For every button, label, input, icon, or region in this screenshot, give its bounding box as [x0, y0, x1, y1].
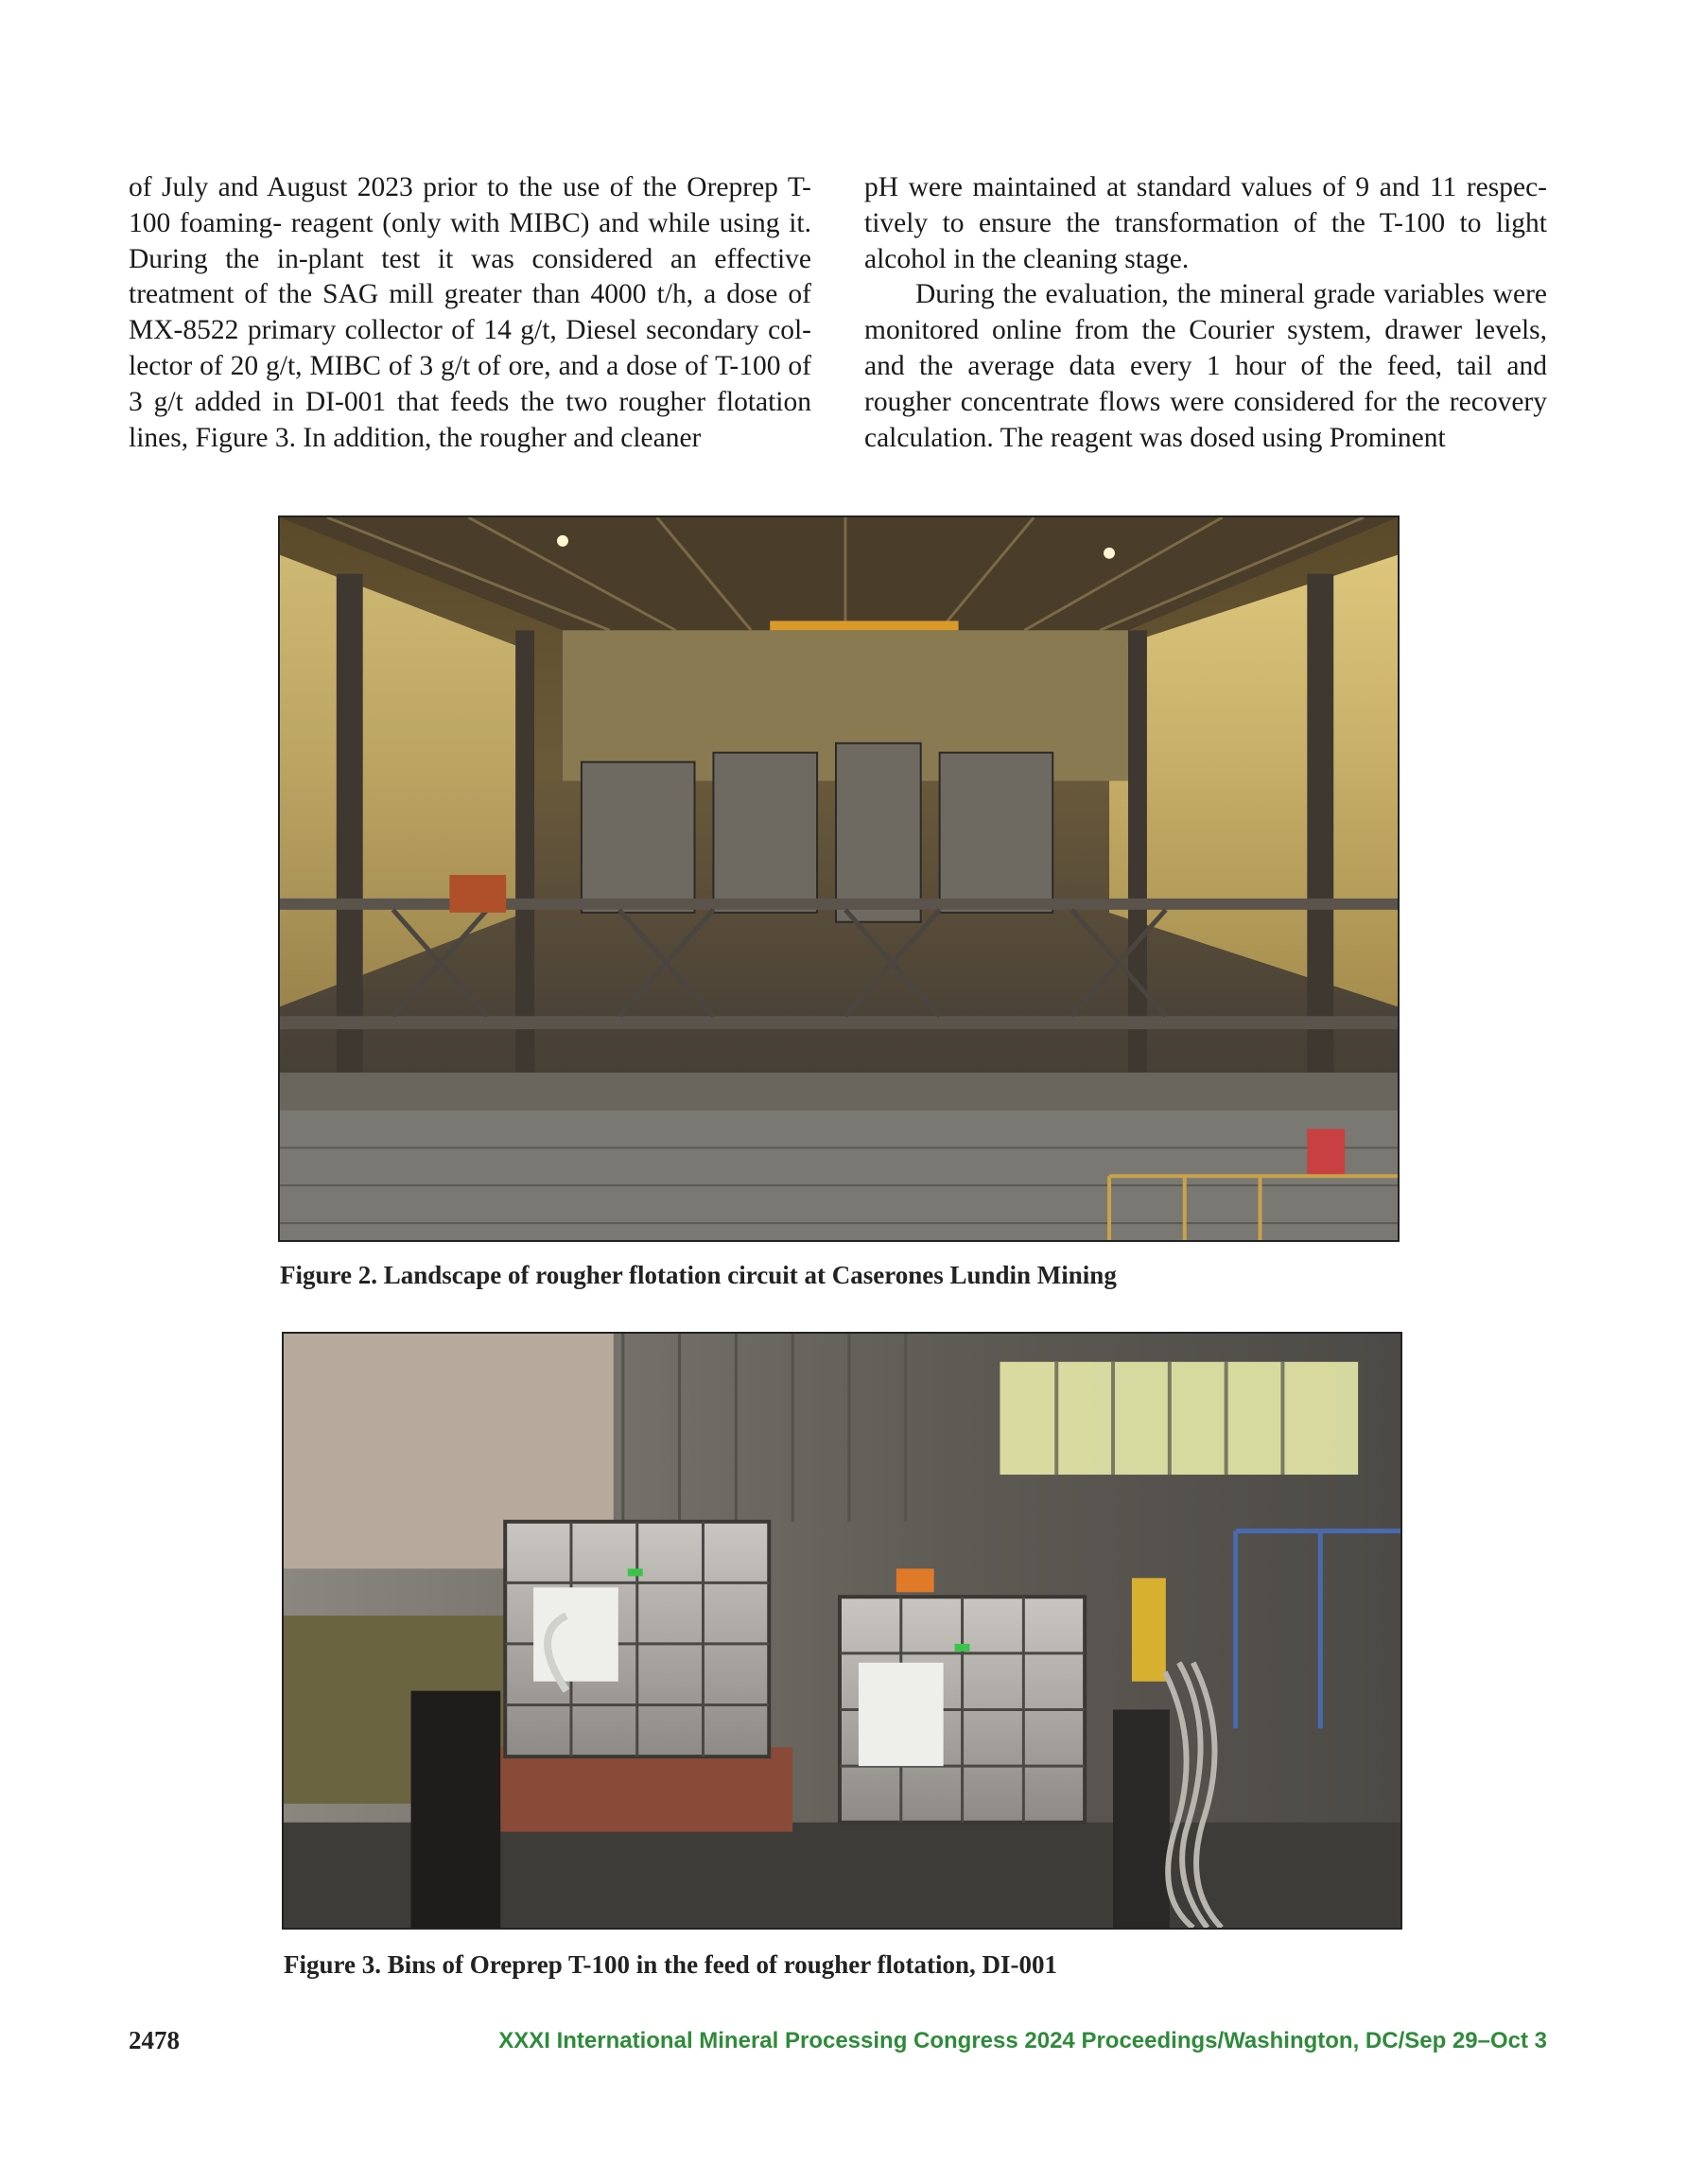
- left-text-column: [129, 170, 811, 456]
- reagent-bins-image: [284, 1334, 1400, 1928]
- right-paragraph-2: During the evaluation, the mineral grade variables were monitored online from the Courier system, drawer levels, and the average data every 1 hour of the feed, tail and rougher concentrate flows were considered for the recovery calculation. The reagent was dosed using Prominent: [864, 279, 1547, 453]
- figure-2-photo: [278, 515, 1400, 1242]
- page-number: 2478: [129, 2026, 180, 2054]
- right-text-column: [864, 170, 1547, 456]
- figure-2-caption: Figure 2. Landscape of rougher flotation circuit at Caserones Lundin Mining: [280, 1261, 1117, 1289]
- conference-footer: XXXI International Mineral Processing Congress 2024 Proceedings/Washington, DC/Sep 29–Oct 3: [498, 2028, 1547, 2053]
- figure-3-photo: [282, 1332, 1402, 1930]
- figure-3-caption: Figure 3. Bins of Oreprep T-100 in the feed of rougher flotation, DI-001: [284, 1950, 1058, 1979]
- right-paragraph-1: pH were maintained at standard values of 9 and 11 respectively to ensure the transformation of the T-100 to light alcohol in the cleaning stage.: [864, 172, 1547, 274]
- left-paragraph: of July and August 2023 prior to the use of the Oreprep T-100 foaming- reagent (only with MIBC) and while using it. During the in-plant test it was considered an effective treatment of the SAG mill greater than 4000 t/h, a dose of MX-8522 primary collector of 14 g/t, Diesel secondary collector of 20 g/t, MIBC of 3 g/t of ore, and a dose of T-100 of 3 g/t added in DI-001 that feeds the two rougher flotation lines, Figure 3. In addition, the rougher and cleaner: [129, 172, 811, 453]
- flotation-plant-image: [280, 517, 1398, 1240]
